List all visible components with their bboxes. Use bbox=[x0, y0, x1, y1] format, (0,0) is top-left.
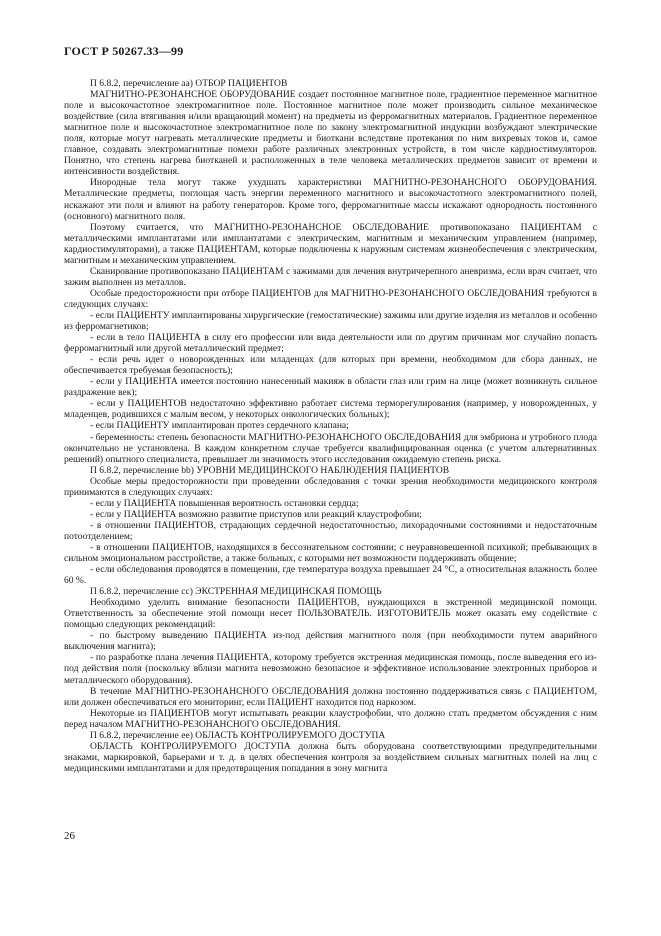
list-item: - если в тело ПАЦИЕНТА в силу его профессии или вида деятельности или по другим причинам мог случайно попасть ферромагнитный или другой металлический предмет; bbox=[64, 332, 597, 355]
list-item: - если у ПАЦИЕНТОВ недостаточно эффективно работает система терморегулирования (например, у новорожденных, у младенцев, родившихся с малым весом, у некоторых онкологических больных); bbox=[64, 398, 597, 421]
list-item: - если у ПАЦИЕНТА имеется постоянно нанесенный макияж в области глаз или грим на лице (может возникнуть сильное раздражение век); bbox=[64, 376, 597, 399]
standard-header: ГОСТ Р 50267.33—99 bbox=[64, 44, 184, 58]
page-number: 26 bbox=[64, 830, 75, 842]
paragraph: Сканирование противопоказано ПАЦИЕНТАМ с зажимами для лечения внутричерепного аневризма, если врач считает, что зажим выполнен из металлов. bbox=[64, 265, 597, 288]
paragraph: МАГНИТНО-РЕЗОНАНСНОЕ ОБОРУДОВАНИЕ создает постоянное магнитное поле, градиентное переменное магнитное поле и высокочастотное электромагнитное поле. Постоянное магнитное поле может производить сильное механическое воздействие (сила втягивания и/или вращающий момент) на предметы из ферромагнитных материалов. Градиентное переменное магнитное поле и высокочастотное электромагнитное поле по закону электромагнитной индукции возбуждают электрические поля, которые могут нагревать металлические предметы и биоткани вследствие протекания по ним вихревых токов и, самое главное, создавать электромагнитные помехи работе различных электронных устройств, в том числе кардиостимуляторов. Понятно, что степень нагрева биотканей и расположенных в теле человека металлических предметов зависит от времени и интенсивности воздействия. bbox=[64, 89, 597, 178]
section-heading-bb: П 6.8.2, перечисление bb) УРОВНИ МЕДИЦИНСКОГО НАБЛЮДЕНИЯ ПАЦИЕНТОВ bbox=[90, 464, 450, 476]
document-body bbox=[64, 78, 597, 774]
list-item: - в отношении ПАЦИЕНТОВ, страдающих сердечной недостаточностью, лихорадочными состояниями и недостаточным потоотделением; bbox=[64, 519, 597, 542]
list-item: - по разработке плана лечения ПАЦИЕНТА, которому требуется экстренная медицинская помощь, после выведения его из-под действия поля (поскольку вблизи магнита невозможно безопасное и эффективное использование электронных приборов и металлического оборудования). bbox=[64, 652, 597, 686]
list-item: - если обследования проводятся в помещении, где температура воздуха превышает 24 °С, а относительная влажность более 60 %. bbox=[64, 564, 597, 587]
paragraph: Необходимо уделить внимание безопасности ПАЦИЕНТОВ, нуждающихся в экстренной медицинской помощи. Ответственность за обеспечение этой помощи несет ПОЛЬЗОВАТЕЛЬ. ИЗГОТОВИТЕЛЬ может оказать ему содействие с помощью следующих рекомендаций: bbox=[64, 597, 597, 631]
section-heading-aa: П 6.8.2, перечисление аа) ОТБОР ПАЦИЕНТОВ bbox=[90, 78, 288, 89]
list-item: - если у ПАЦИЕНТА повышенная вероятность остановки сердца; bbox=[90, 497, 359, 509]
paragraph: Некоторые из ПАЦИЕНТОВ могут испытывать реакции клаустрофобии, что должно стать предметом обсуждения с ним перед началом МАГНИТНО-РЕЗОНАНСНОГО ОБСЛЕДОВАНИЯ. bbox=[64, 707, 597, 730]
paragraph: В течение МАГНИТНО-РЕЗОНАНСНОГО ОБСЛЕДОВАНИЯ должна постоянно поддерживаться связь с ПАЦИЕНТОМ, или должен обеспечиваться его мониторинг, если ПАЦИЕНТ находится под наркозом. bbox=[64, 685, 597, 708]
paragraph: Инородные тела могут также ухудшать характеристики МАГНИТНО-РЕЗОНАНСНОГО ОБОРУДОВАНИЯ. Металлические предметы, поглощая часть энергии переменного магнитного и высокочастотного электромагнитного полей, искажают эти поля и влияют на работу генераторов. Кроме того, ферромагнитные массы искажают однородность постоянного (основного) магнитного поля. bbox=[64, 177, 597, 222]
section-heading-ee: П 6.8.2, перечисление ее) ОБЛАСТЬ КОНТРОЛИРУЕМОГО ДОСТУПА bbox=[90, 729, 386, 741]
paragraph: ОБЛАСТЬ КОНТРОЛИРУЕМОГО ДОСТУПА должна быть оборудована соответствующими предупредительными знаками, маркировкой, барьерами и т. д. в целях обеспечения контроля за воздействием сильных магнитных полей на лиц с медицинскими имплантатами и для предотвращения попадания в зону магнита bbox=[64, 740, 597, 774]
list-item: - если у ПАЦИЕНТА возможно развитие приступов или реакций клаустрофобии; bbox=[90, 508, 422, 520]
paragraph: Поэтому считается, что МАГНИТНО-РЕЗОНАНСНОЕ ОБСЛЕДОВАНИЕ противопоказано ПАЦИЕНТАМ с металлическими имплантатами или имплантатами с электрическим, магнитным и механическим управлением (например, кардиостимуляторами), а также ПАЦИЕНТАМ, которые подключены к наружным системам жизнеобеспечения с электрическим, магнитным и механическим управлением. bbox=[64, 221, 597, 266]
list-item: - если речь идет о новорожденных или младенцах (для которых при времени, необходимом для сбора данных, не обеспечивается требуемая безопасность); bbox=[64, 354, 597, 377]
list-item: - по быстрому выведению ПАЦИЕНТА из-под действия магнитного поля (при необходимости путем аварийного выключения магнита); bbox=[64, 630, 597, 653]
list-item: - в отношении ПАЦИЕНТОВ, находящихся в бессознательном состоянии; с неуравновешенной психикой; пребывающих в сильном эмоциональном расстройстве, а также больных, с которыми нет возможности поддерживать общение; bbox=[64, 541, 597, 565]
paragraph: Особые меры предосторожности при проведении обследования с точки зрения необходимости медицинского контроля принимаются в следующих случаях: bbox=[64, 475, 597, 498]
paragraph: Особые предосторожности при отборе ПАЦИЕНТОВ для МАГНИТНО-РЕЗОНАНСНОГО ОБСЛЕДОВАНИЯ требуются в следующих случаях: bbox=[64, 287, 597, 310]
section-heading-cc: П 6.8.2, перечисление сс) ЭКСТРЕННАЯ МЕДИЦИНСКАЯ ПОМОЩЬ bbox=[90, 586, 382, 598]
list-item: - если ПАЦИЕНТУ имплантированы хирургические (гемостатические) зажимы или другие изделия из металлов и особенно из ферромагнетиков; bbox=[64, 309, 597, 333]
list-item: - беременность: степень безопасности МАГНИТНО-РЕЗОНАНСНОГО ОБСЛЕДОВАНИЯ для эмбриона и утробного плода окончательно не установлена. В каждом конкретном случае требуется квалифицированная оценка (с учетом альтернативных решений) опытного специалиста, превышает ли значимость этого исследования ожидаемую степень риска. bbox=[64, 431, 597, 465]
list-item: - если ПАЦИЕНТУ имплантирован протез сердечного клапана; bbox=[90, 420, 349, 432]
